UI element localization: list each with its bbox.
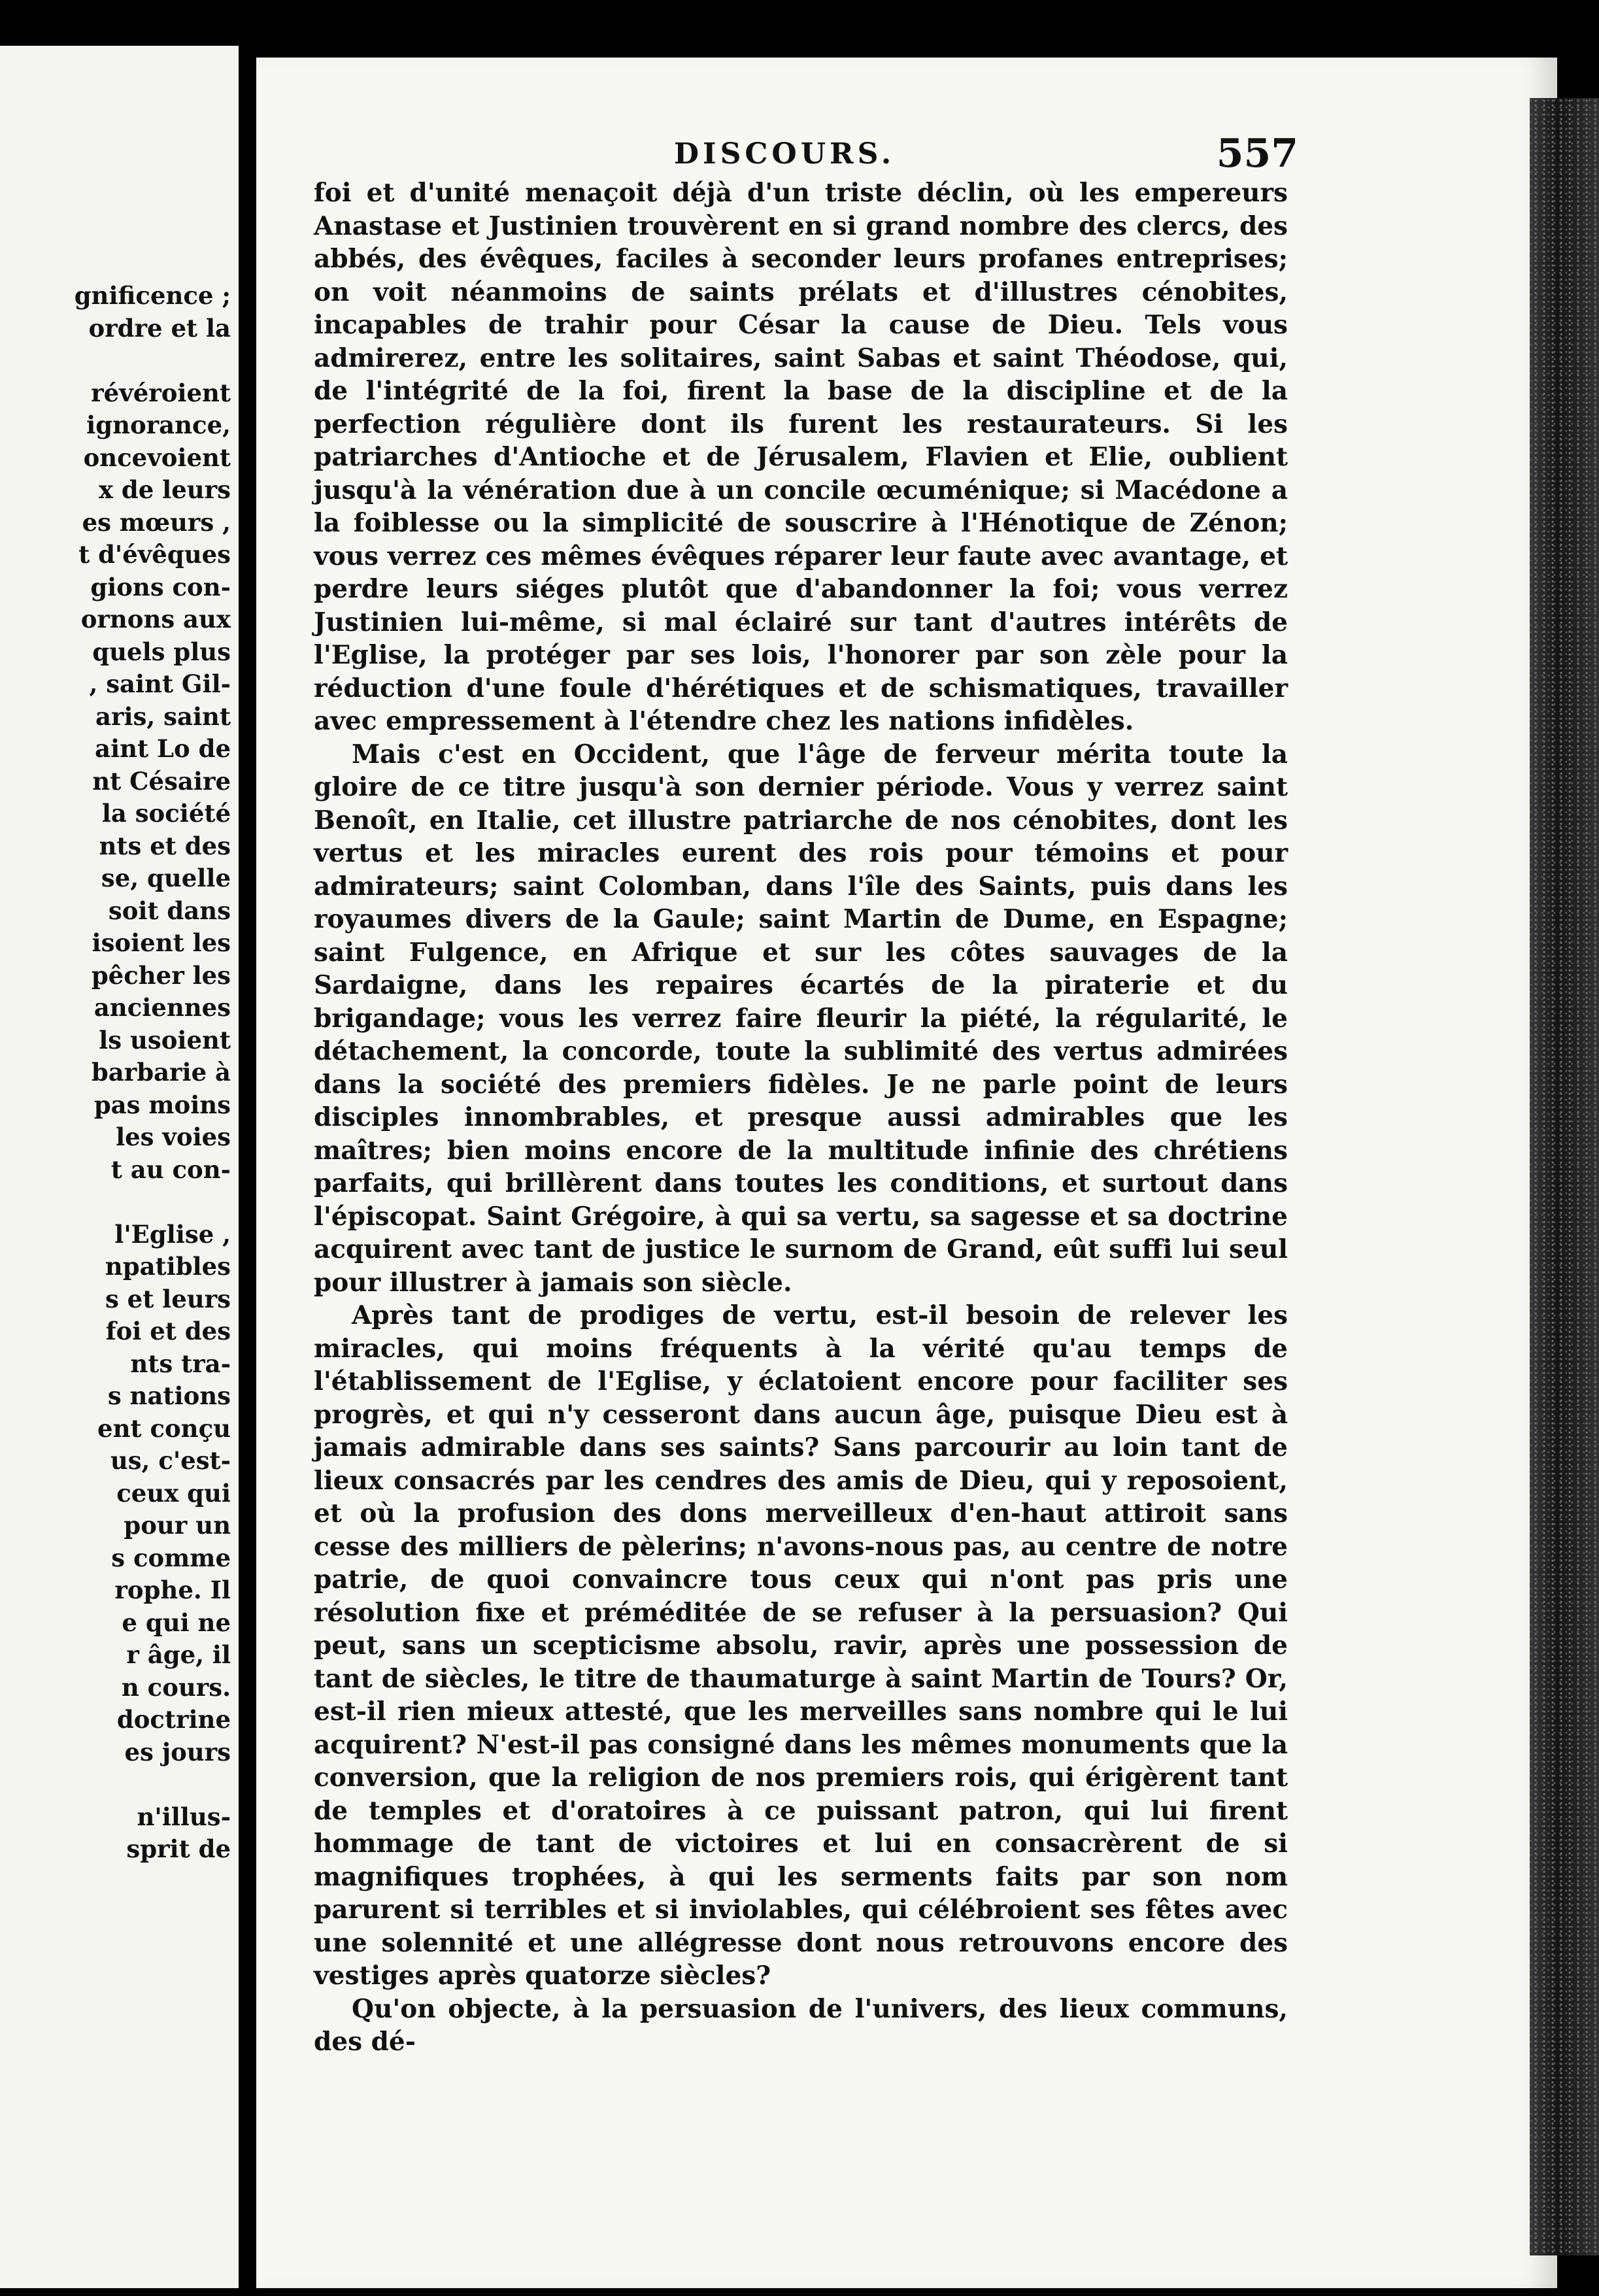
page-number: 557	[1216, 131, 1298, 177]
left-page-line: ordre et la	[88, 313, 231, 343]
left-page-line: oncevoient	[83, 443, 231, 472]
left-page-line: es jours	[124, 1737, 231, 1766]
left-page-line: ignorance,	[86, 411, 231, 439]
left-page-line: n'illus-	[137, 1802, 231, 1831]
left-page-line: s et leurs	[105, 1284, 231, 1313]
paragraph-4: Qu'on objecte, à la persuasion de l'univers, des lieux communs, des dé-	[314, 1993, 1288, 2057]
left-page-line: gions con-	[90, 572, 231, 601]
left-page-line: ornons aux	[80, 605, 231, 633]
left-page-line: aris, saint	[95, 701, 231, 731]
left-page-line: ls usoient	[99, 1025, 231, 1055]
left-page-line: révéroient	[91, 378, 231, 407]
left-page-line: gnificence ;	[74, 281, 231, 310]
paragraph-2: Mais c'est en Occident, que l'âge de ferveur mérita toute la gloire de ce titre jusqu'à son dernier période. Vous y verrez saint Benoît, en Italie, cet illustre patriarche de nos cénobites, dont les vertus et les miracles eurent des rois pour témoins et pour admirateurs; saint Colomban, dans l'île des Saints, puis dans les royaumes divers de la Gaule; saint Martin de Dume, en Espagne; saint Fulgence, en Afrique et sur les côtes sauvages de la Sardaigne, dans les repaires écartés de la piraterie et du brigandage; vous les verrez faire fleurir la piété, la régularité, le détachement, la concorde, toute la sublimité des vertus admirées dans la société des premiers fidèles. Je ne parle point de leurs disciples innombrables, et presque aussi admirables que les maîtres; bien moins encore de la multitude infinie des chrétiens parfaits, qui brillèrent dans toutes les conditions, et surtout dans l'épiscopat. Saint Grégoire, à qui sa vertu, sa sagesse et sa doctrine acquirent avec tant de justice le surnom de Grand, eût suffi lui seul pour illustrer à jamais son siècle.	[314, 739, 1288, 1298]
left-page-line: n cours.	[121, 1672, 231, 1702]
left-page-line: ceux qui	[116, 1478, 231, 1508]
page-fore-edge	[1530, 98, 1599, 2255]
left-page-line: , saint Gil-	[89, 669, 231, 698]
left-page-line: quels plus	[92, 637, 231, 666]
left-page-line: s nations	[107, 1381, 231, 1410]
left-page-line: barbarie à	[91, 1058, 231, 1087]
left-page-line: anciennes	[93, 993, 231, 1022]
left-page-line: sprit de	[126, 1834, 231, 1863]
paragraph-1: foi et d'unité menaçoit déjà d'un triste déclin, où les empereurs Anastase et Justinien trouvèrent en si grand nombre des clercs, des abbés, des évêques, faciles à seconder leurs profanes entreprises; on voit néanmoins de saints prélats et d'illustres cénobites, incapables de trahir pour César la cause de Dieu. Tels vous admirerez, entre les solitaires, saint Sabas et saint Théodose, qui, de l'intégrité de la foi, firent la base de la discipline et de la perfection régulière dont ils furent les restaurateurs. Si les patriarches d'Antioche et de Jérusalem, Flavien et Elie, oublient jusqu'à la vénération due à un concile œcuménique; si Macédone a la foiblesse ou la simplicité de souscrire à l'Hénotique de Zénon; vous verrez ces mêmes évêques réparer leur faute avec avantage, et perdre leurs siéges plutôt que d'abandonner la foi; vous verrez Justinien lui-même, si mal éclairé sur tant d'autres intérêts de l'Eglise, la protéger par ses lois, l'honorer par son zèle pour la réduction d'une foule d'hérétiques et de schismatiques, travailler avec empressement à l'étendre chez les nations infidèles.	[314, 178, 1288, 736]
paragraph-3: Après tant de prodiges de vertu, est-il besoin de relever les miracles, qui moins fréquents à la vérité qu'au temps de l'établissement de l'Eglise, y éclatoient encore pour faciliter ses progrès, et qui n'y cesseront dans aucun âge, puisque Dieu est à jamais admirable dans ses saints? Sans parcourir au loin tant de lieux consacrés par les cendres des amis de Dieu, qui y reposoient, et où la profusion des dons merveilleux d'en-haut attiroit sans cesse des milliers de pèlerins; n'avons-nous pas, au centre de notre patrie, de quoi convaincre tous ceux qui n'ont pas pris une résolution fixe et préméditée de se refuser à la persuasion? Qui peut, sans un scepticisme absolu, ravir, après une possession de tant de siècles, le titre de thaumaturge à saint Martin de Tours? Or, est-il rien mieux attesté, que les merveilles sans nombre qui le lui acquirent? N'est-il pas consigné dans les mêmes monuments que la conversion, que la religion de nos premiers rois, qui érigèrent tant de temples et d'oratoires à ce puissant patron, qui lui firent hommage de tant de victoires et lui en consacrèrent de si magnifiques trophées, à qui les serments faits par son nom parurent si terribles et si inviolables, qui célébroient ses fêtes avec une solennité et une allégresse dont nous retrouvons encore des vestiges après quatorze siècles?	[314, 1300, 1288, 1991]
left-page-line: s comme	[111, 1543, 231, 1572]
left-page-line: rophe. Il	[114, 1576, 231, 1604]
left-page-line: pour un	[124, 1511, 231, 1540]
left-facing-page	[0, 46, 239, 2288]
running-head: DISCOURS.	[673, 137, 896, 171]
left-page-line: nts tra-	[130, 1349, 231, 1378]
left-page-line: us, c'est-	[110, 1446, 231, 1475]
left-page-line: l'Eglise ,	[114, 1219, 231, 1249]
left-page-line: ent conçu	[97, 1413, 231, 1443]
left-page-line: r âge, il	[126, 1640, 231, 1669]
body-text	[314, 177, 1288, 2059]
left-page-line: nts et des	[99, 831, 231, 860]
left-page-line: pas moins	[93, 1090, 231, 1119]
left-page-line: doctrine	[116, 1705, 231, 1734]
left-page-line: aint Lo de	[95, 734, 231, 763]
left-page-line: x de leurs	[98, 475, 231, 504]
left-page-line: npatibles	[105, 1252, 231, 1281]
left-page-line: isoient les	[92, 928, 231, 957]
left-page-line: les voies	[116, 1123, 231, 1151]
left-page-line: e qui ne	[122, 1608, 231, 1637]
left-page-line: foi et des	[105, 1317, 231, 1345]
left-page-line: soit dans	[108, 896, 231, 925]
left-page-line: la société	[101, 799, 231, 828]
left-page-line: nt Césaire	[92, 766, 231, 796]
left-page-line: es mœurs ,	[82, 507, 231, 537]
left-page-line: t d'évêques	[78, 540, 231, 569]
left-page-line: se, quelle	[101, 864, 231, 892]
left-page-line: t au con-	[110, 1155, 231, 1184]
left-page-line: pêcher les	[91, 960, 231, 990]
